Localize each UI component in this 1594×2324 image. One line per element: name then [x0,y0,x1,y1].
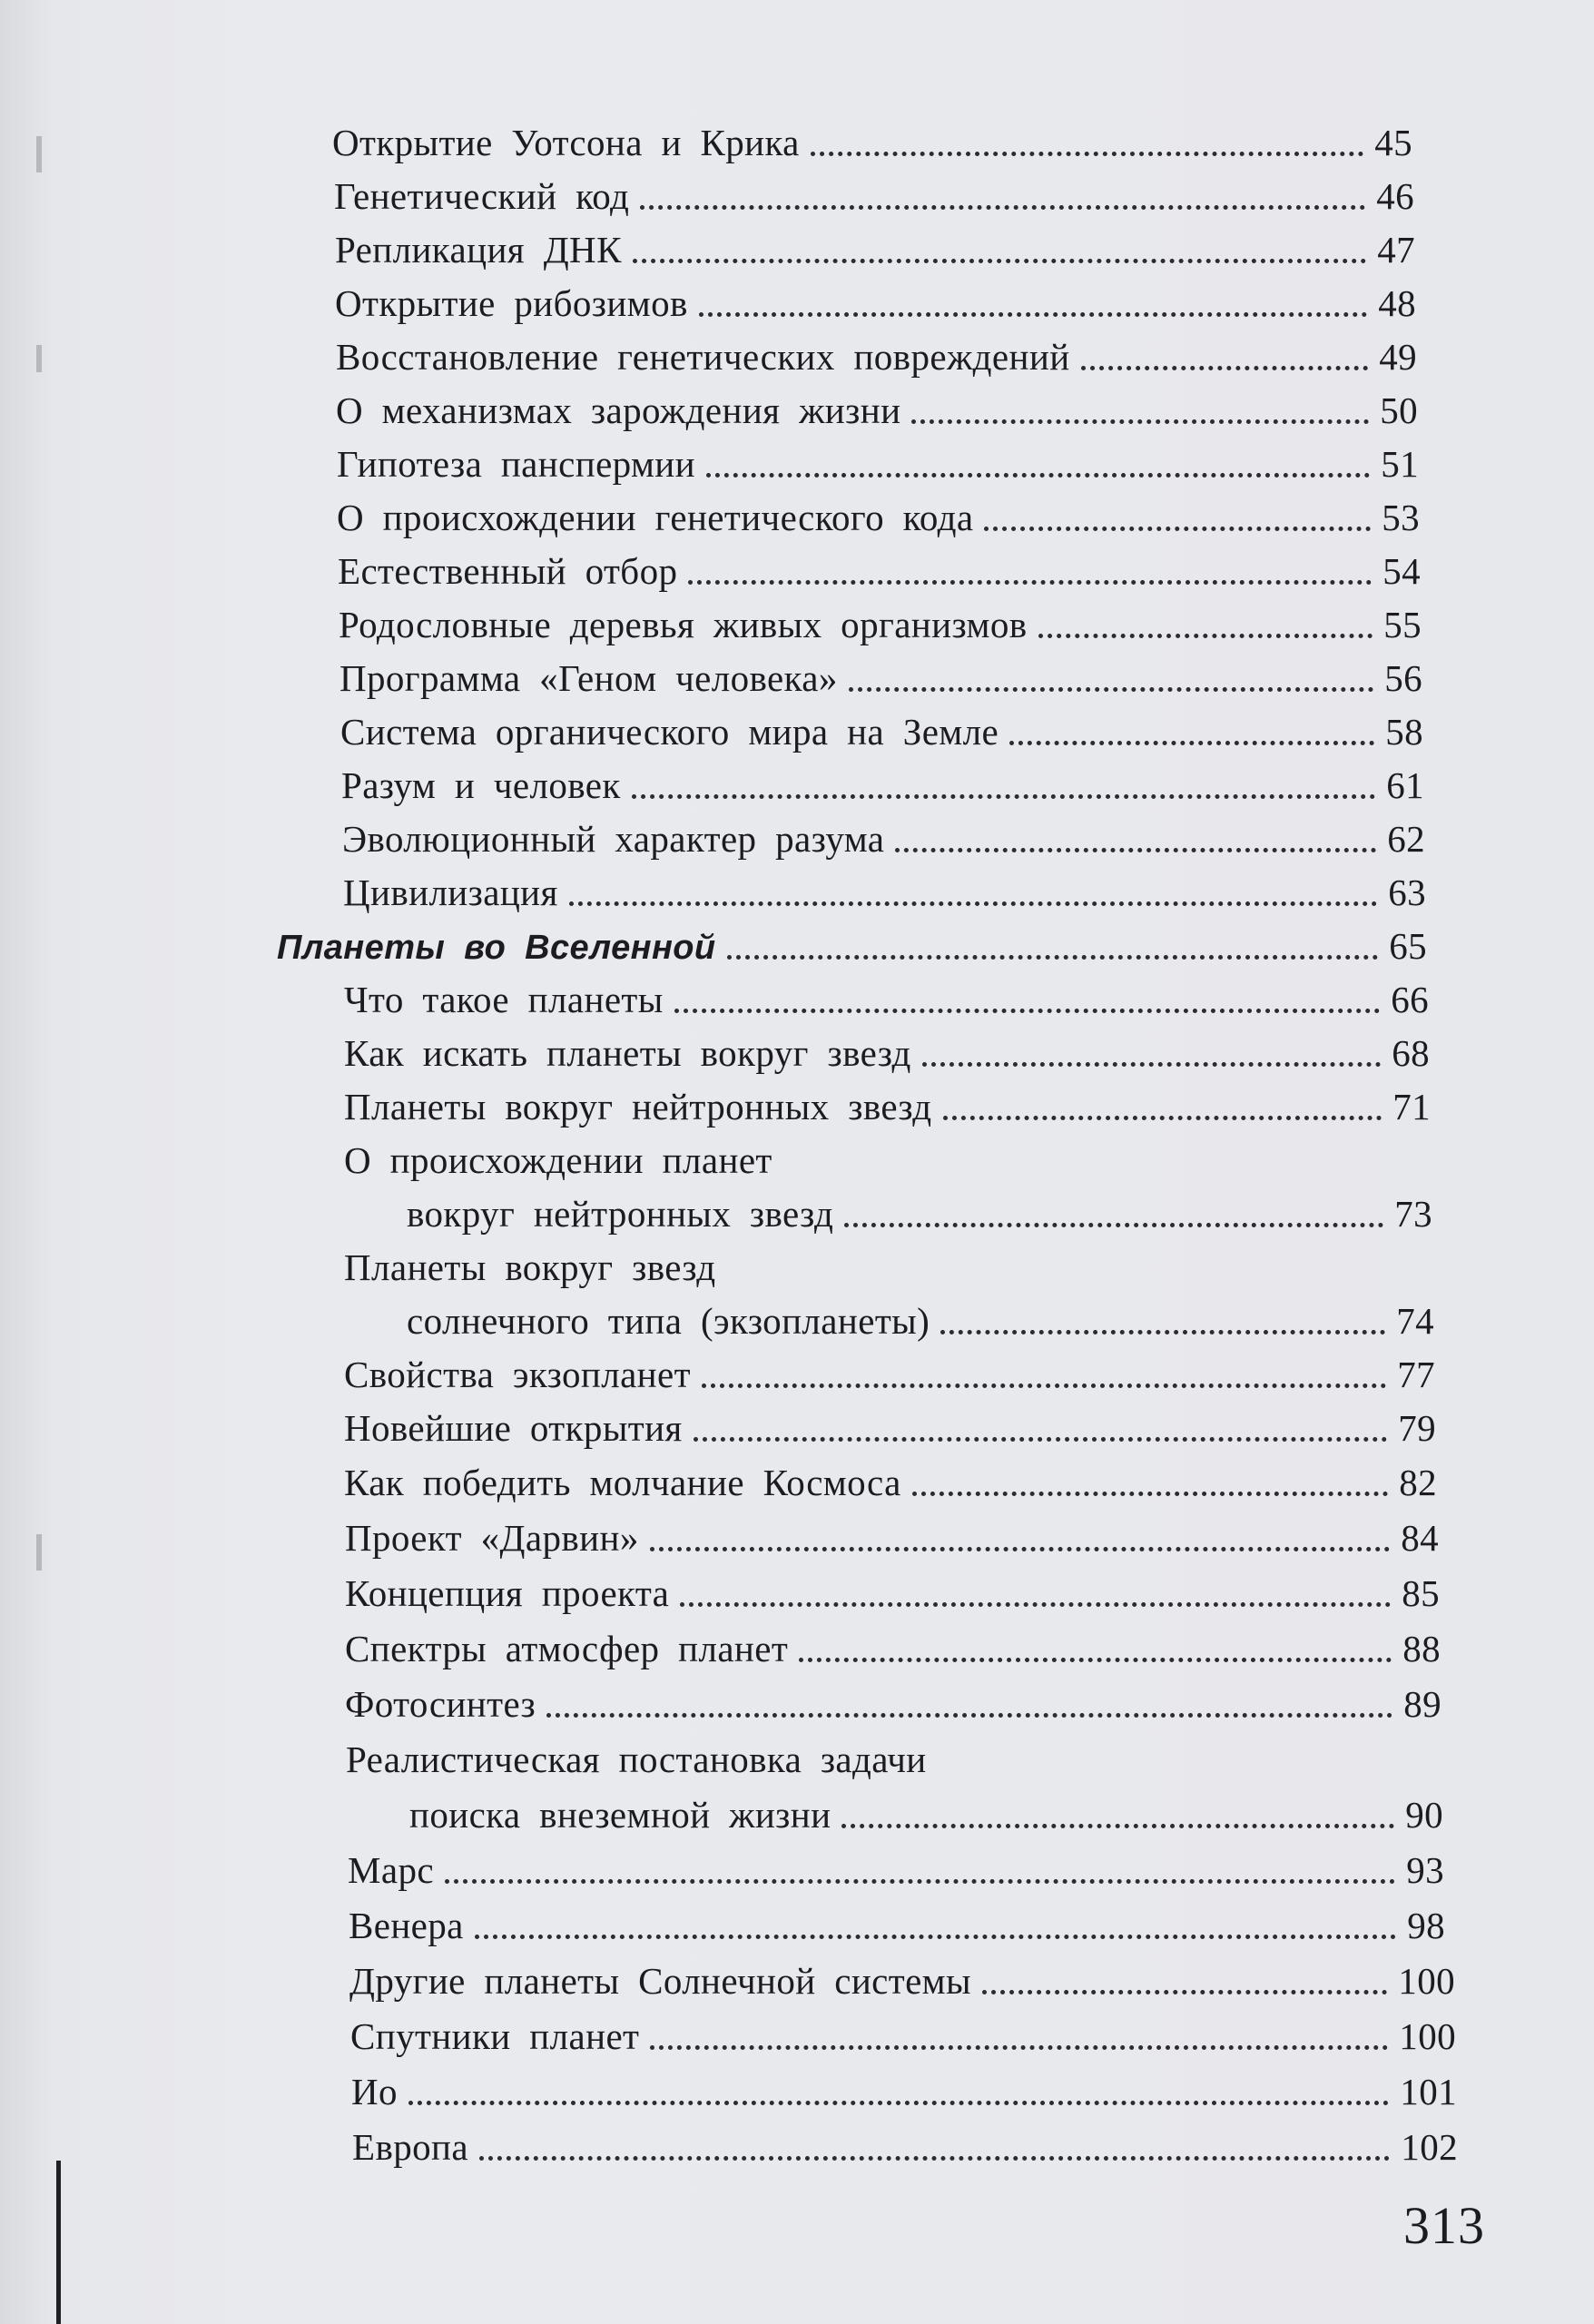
toc-section-title: Планеты во Вселенной [277,929,716,967]
toc-entry-page: 62 [1387,818,1425,860]
toc-entry-page: 46 [1376,175,1414,217]
toc-entry-title: Цивилизация [343,872,558,913]
toc-entry-title: Родословные деревья живых организмов [339,604,1028,645]
toc-entry-page: 74 [1396,1300,1434,1342]
dot-leader [727,955,1379,960]
toc-entry [350,2001,1456,2055]
toc-entry-title: Восстановление генетических повреждений [336,336,1070,378]
toc-entry-title: Проект «Дарвин» [345,1517,639,1559]
dot-leader [699,312,1367,317]
toc-entry-page: 100 [1399,2015,1456,2057]
dot-leader [911,419,1369,424]
toc-entry [332,107,1412,162]
toc-entry-title: Как победить молчание Космоса [344,1462,901,1503]
toc-entry-title: Реалистическая постановка задачи [346,1738,927,1780]
toc-entry-page: 58 [1385,711,1423,753]
toc-entry [344,964,1429,1019]
toc-entry-title: поиска внеземной жизни [409,1794,831,1836]
toc-entry-title: Европа [352,2126,468,2168]
toc-entry-title: Фотосинтез [345,1683,536,1725]
toc-entry [344,1071,1431,1126]
dot-leader [445,1879,1395,1884]
toc-entry-title: Венера [349,1905,464,1946]
toc-entry-page: 93 [1406,1849,1444,1891]
toc-entry-page: 49 [1379,336,1417,378]
toc-entry-page: 63 [1388,872,1426,913]
toc-entry-title: Спектры атмосфер планет [345,1628,789,1669]
toc-entry-title: Планеты вокруг нейтронных звезд [344,1086,932,1128]
toc-entry-title: Открытие Уотсона и Крика [332,122,800,163]
toc-entry-continued [409,1779,1443,1834]
toc-entry [344,1018,1430,1072]
toc-entry [349,1890,1445,1945]
dot-leader [702,1384,1386,1388]
dot-leader [706,473,1370,478]
toc-entry-page: 68 [1392,1032,1430,1074]
dot-leader [895,848,1376,852]
dot-leader [632,794,1375,799]
dot-leader [546,1713,1392,1718]
toc-entry-page: 50 [1380,389,1418,431]
toc-entry-page: 56 [1384,657,1422,699]
toc-entry-title: Система органического мира на Земле [340,711,999,753]
dot-leader [912,1492,1388,1496]
toc-entry-page: 73 [1394,1193,1432,1235]
dot-leader [849,687,1373,692]
toc-entry [338,536,1421,590]
toc-entry-title: Спутники планет [350,2015,640,2057]
dot-leader [811,152,1363,156]
toc-entry-title: Гипотеза панспермии [337,443,695,485]
dot-leader [479,2156,1390,2161]
dot-leader [674,1009,1381,1013]
toc-entry [337,482,1420,537]
toc-entry [336,375,1418,429]
dot-leader [799,1658,1392,1662]
toc-entry [345,1669,1441,1723]
toc-entry-continued [407,1178,1432,1233]
dot-leader [984,527,1371,531]
toc-entry-title: Что такое планеты [344,979,664,1020]
dot-leader [475,1935,1396,1939]
toc-entry [342,803,1425,858]
toc-entry [352,2112,1458,2166]
page-number: 313 [1403,2196,1485,2255]
toc-entry-page: 51 [1381,443,1419,485]
toc-entry-title: Свойства экзопланет [344,1354,691,1395]
toc-entry-title: Эволюционный характер разума [342,818,885,860]
dot-leader [1038,634,1373,638]
dot-leader [408,2101,1389,2105]
toc-entry [346,1724,1442,1778]
toc-entry-page: 65 [1389,925,1427,967]
toc-entry-page: 54 [1382,550,1421,592]
toc-entry [344,1232,1432,1286]
toc-entry [337,428,1419,483]
toc-entry [345,1613,1441,1668]
toc-entry-title: Новейшие открытия [344,1407,683,1449]
toc-entry [351,2056,1457,2111]
toc-entry [343,857,1426,911]
toc-entry-page: 53 [1382,497,1420,538]
dot-leader [922,1062,1381,1067]
toc-entry-page: 77 [1397,1354,1435,1395]
toc-entry [345,1502,1439,1557]
toc-entry-page: 71 [1392,1086,1431,1128]
toc-entry-page: 82 [1399,1462,1437,1503]
toc-entry-page: 45 [1374,122,1412,163]
toc-entry [344,1125,1432,1179]
toc-entry-page: 48 [1378,282,1416,324]
toc-entry-page: 61 [1386,764,1424,806]
dot-leader [1081,366,1369,370]
toc-entry [339,643,1422,697]
toc-entry-title: вокруг нейтронных звезд [407,1193,834,1235]
toc-entry [339,589,1422,644]
toc-entry-title: Ио [351,2071,398,2112]
toc-entry-title: Репликация ДНК [335,229,622,271]
toc-entry-title: Разум и человек [341,764,621,806]
toc-entry [344,1339,1435,1393]
dot-leader [650,2045,1388,2050]
dot-leader [844,1223,1383,1227]
dot-leader [688,580,1372,585]
toc-entry-page: 85 [1402,1572,1440,1614]
toc-entry-title: Как искать планеты вокруг звезд [344,1032,911,1074]
toc-entry [345,1558,1440,1612]
toc-entry-page: 84 [1401,1517,1439,1559]
toc-entry-title: О происхождении генетического кода [337,497,974,538]
toc-entry-title: Другие планеты Солнечной системы [349,1960,971,2002]
toc-entry [344,1447,1437,1502]
toc-entry-title: Планеты вокруг звезд [344,1246,716,1288]
dot-leader [640,205,1365,210]
toc-entry-title: Концепция проекта [345,1572,670,1614]
dot-leader [982,1990,1387,1994]
toc-entry-page: 88 [1402,1628,1441,1669]
toc-entry-page: 102 [1401,2126,1458,2168]
toc-entry-title: Программа «Геном человека» [339,657,838,699]
toc-entry-title: Открытие рибозимов [335,282,688,324]
dot-leader [569,901,1377,906]
toc-entry-title: О механизмах зарождения жизни [336,389,901,431]
toc-entry [341,750,1424,804]
toc-entry [335,268,1416,322]
toc-entry-page: 90 [1405,1794,1443,1836]
toc-entry-title: О происхождении планет [344,1139,772,1181]
toc-entry [335,214,1415,269]
dot-leader [943,1116,1382,1120]
toc-entry-title: Естественный отбор [338,550,678,592]
toc-entry-page: 98 [1407,1905,1445,1946]
toc-entry [340,696,1423,751]
dot-leader [633,259,1366,263]
toc-entry [336,321,1417,376]
dot-leader [1009,741,1374,745]
toc-section-heading [277,911,1427,965]
toc-entry-title: Генетический код [334,175,630,217]
toc-entry [344,1393,1436,1447]
dot-leader [680,1602,1391,1607]
toc-entry-page: 47 [1377,229,1415,271]
toc-entry-title: солнечного типа (экзопланеты) [407,1300,930,1342]
dot-leader [694,1437,1388,1442]
toc-entry-page: 101 [1400,2071,1457,2112]
dot-leader [940,1330,1385,1334]
toc-entry-page: 89 [1403,1683,1441,1725]
toc-entry-page: 79 [1398,1407,1436,1449]
toc-entry-page: 100 [1398,1960,1455,2002]
dot-leader [650,1547,1390,1551]
toc-entry [348,1835,1444,1889]
toc-entry-page: 66 [1391,979,1429,1020]
toc-entry [349,1945,1455,2000]
toc-entry-continued [407,1285,1434,1340]
toc-entry [334,161,1414,215]
dot-leader [841,1824,1394,1828]
toc-entry-page: 55 [1383,604,1422,645]
toc-entry-title: Марс [348,1849,434,1891]
